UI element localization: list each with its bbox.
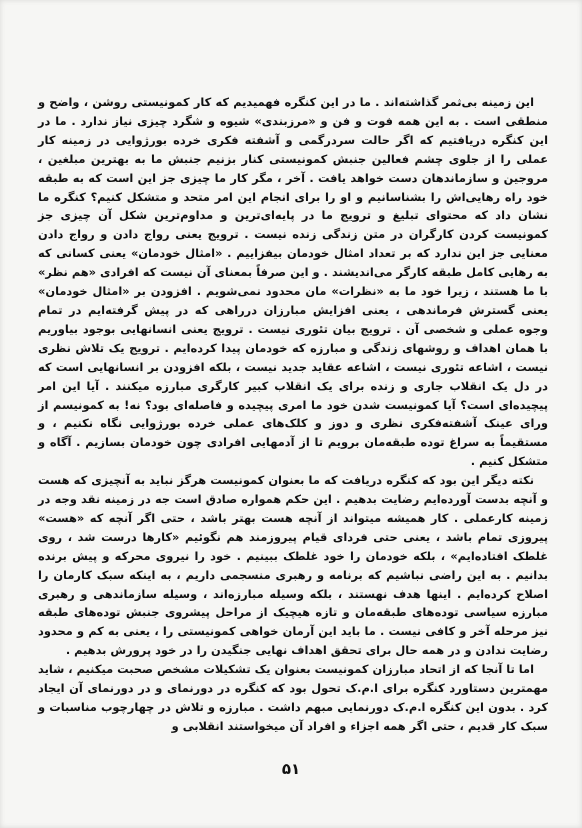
- body-text: [38, 93, 548, 736]
- page-number: ۵۱: [281, 760, 301, 778]
- paragraph-1: این زمینه بی‌ثمر گذاشته‌اند . ما در این کنگره فهمیدیم که کار کمونیستی روشن ، واضح و منطقی است . به این همه فوت و فن و «مرزبندی» شیوه و شگرد چیزی نیاز ندارد . ما در این کنگره دریافتیم که اگر حالت سردرگمی و آشفته فکری خرده بورژوایی در زمینه کار عملی را از جلوی چشم فعالین جنبش کمونیستی کنار بزنیم جنبش ما به بهترین مبلغین ، مروجین و سازماندهان دست خواهد یافت . آخر ، مگر کار ما چیزی جز این است که به طبقه خود راه رهایی‌اش را بشناسانیم و او را برای انجام این امر متحد و متشکل کنیم؟ کنگره ما نشان داد که محتوای تبلیغ و ترویج ما در پایه‌ای‌ترین و مداوم‌ترین شکل آن چیزی جز کمونیست کردن کارگران در متن زندگی زنده نیست . ترویج یعنی رواج دادن و رواج دادن معنایی جز این ندارد که بر تعداد امثال خودمان بیفزاییم . «امثال خودمان» یعنی کسانی که به رهایی کامل طبقه کارگر می‌اندیشند . و این صرفاً بمعنای آن نیست که افرادی «هم نظر» با ما هستند ، زیرا خود ما به «نظرات» مان محدود نمی‌شویم . افزودن بر «امثال خودمان» یعنی گسترش فرماندهی ، یعنی افزایش مبارزان درراهی که در پیش گرفته‌ایم در تمام وجوه عملی و شخصی آن . ترویج بیان تئوری نیست . ترویج یعنی انسانهایی بوجود بیاوریم با همان اهداف و روشهای زندگی و مبارزه که خودمان پیدا کرده‌ایم . ترویج یک تلاش نظری نیست ، اشاعه تئوری نیست ، اشاعه عقاید جدید نیست ، بلکه افزودن بر انسانهایی است که در دل یک انقلاب جاری و زنده برای یک انقلاب کبیر کارگری مبارزه میکنند . آیا این امر پیچیده‌ای است؟ آیا کمونیست شدن خود ما امری پیچیده و فاصله‌ای بود؟ نه! به کمونیسم از ورای عینک آشفته‌فکری نظری و دوز و کلک‌های عملی خرده بورژوایی نگاه نکنیم ، و مستقیماً به سراغ توده طبقه‌مان برویم تا از آدمهایی افرادی چون خودمان بسازیم . آگاه و متشکل کنیم .: [38, 95, 548, 469]
- paragraph-2: نکته دیگر این بود که کنگره دریافت که ما بعنوان کمونیست هرگز نباید به آنچیزی که هست و آنچه بدست آورده‌ایم رضایت بدهیم . این حکم همواره صادق است جه در زمینه نقد وجه در زمینه کارعملی . کار همیشه میتواند از آنچه هست بهتر باشد ، حتی اگر آنچه که «هست» پیروزی تمام باشد ، یعنی حتی فردای قیام پیروزمند هم نگوئیم «کارها درست شد ، روی غلطک افتاده‌ایم» ، بلکه خودمان را خود غلطک ببینیم . خود را نیروی محرکه و پیش برنده بدانیم . به این راضی نباشیم که برنامه و رهبری منسجمی داریم ، به اینکه سبک کارمان را اصلاح کرده‌ایم . اینها هدف نهستند ، بلکه وسیله مبارزه‌اند ، وسیله سازماندهی و رهبری مبارزه سیاسی توده‌های طبقه‌مان و تازه هیچیک از مراحل پیشروی جنبش توده‌های طبقه نیز مرحله آخر و کافی نیست . ما باید این آرمان خواهی کمونیستی را ، یعنی به کم و محدود رضایت ندادن و در همه حال برای تحقق اهداف نهایی جنگیدن را در خود پرورش بدهیم .: [38, 473, 548, 658]
- paragraph-3: اما تا آنجا که از اتحاد مبارزان کمونیست بعنوان یک تشکیلات مشخص صحبت میکنیم ، شاید مهمترین دستاورد کنگره برای ا.م.ک تحول بود که کنگره در دورنمای و در دورنمای آن ایجاد کرد . بدون این کنگره ا.م.ک دورنمایی مبهم داشت . مبارزه و تلاش در چهارچوب مناسبات و سبک کار قدیم ، حتی اگر همه اجزاء و افراد آن میخواستند انقلابی و: [38, 662, 548, 733]
